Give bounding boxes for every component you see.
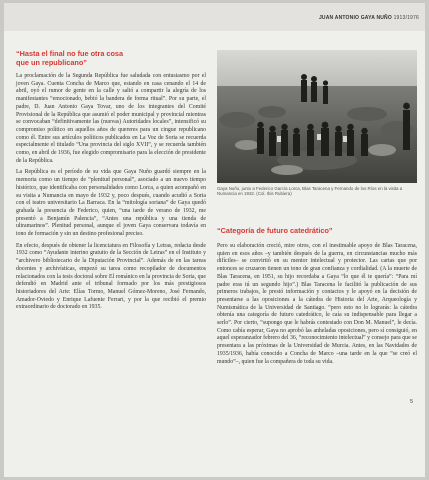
section2-body: [217, 243, 417, 370]
running-head-text: [319, 15, 419, 21]
running-head-years: 1913/1976: [393, 15, 419, 21]
section-title-catedratico: “Categoría de futuro catedrático”: [217, 226, 333, 235]
group-photo-image: [217, 50, 417, 183]
section-title-republicano: [16, 49, 206, 67]
running-head-name: JUAN ANTONIO GAYA NUÑO: [318, 15, 392, 21]
paragraph-2: La República es el período de su vida que Gaya Nuño guardó siempre en la memoria como un tiempo de “plenitud personal”, asociado a un nuevo tiempo histórico, que identificaba con personalidades como Lorca, a quien acompañó en su visita a Numancia en mayo de 1932 y, poco después, cuando acudió a Soria con el teatro universitario La Barraca. En la “mitología soriana” de Gaya quedó grabada la presencia de Federico, quien, “una tarde de verano de 1932, me presentó a Benjamín Palencia”, “Antes una república y una tienda de ultramarinos”. Plenitud personal, aunque el joven Gaya conservara todavía en tono de formación y sin un destino profesional preciso.: [16, 169, 206, 238]
paragraph-1: La proclamación de la Segunda República fue saludada con entusiasmo por el joven Gaya. Cuenta Concha de Marco que, estando en casa cenando el 14 de abril, oyó el rumor de gente en la calle y salió a compartir la alegría de los manifestantes “emocionado, bebió la bandera de forma ritual”. Por su parte, el padre, D. Juan Antonio Gaya Tovar, uno de los integrantes del Comité Provisional de la República que asumió el poder municipal y provincial mientras se convocaban “definitivamente las (nuevas) Autoridades locales”, intensificó su compromiso político en aquellos años de quereres para un cingue republicano como él. Entre sus artículos políticos publicados en La Voz de Soria se recuerda especialmente el titulado “Una provincia del siglo XVII”, y se recuerda también como, en abril de 1936, fue elegido compromisario para la elección de presidente de la República.: [16, 73, 206, 164]
section1-body: [16, 73, 206, 316]
page-number: 5: [410, 399, 414, 405]
photo-caption: Gaya Nuño, junto a Federico García Lorca, Blas Taracena y Fernando de los Ríos en la visita a Numancia en 1932. (Col. Ibis Rubiera): [217, 186, 403, 197]
running-head: [4, 3, 425, 31]
paragraph-3: En efecto, después de obtener la licenciatura en Filosofía y Letras, redacta desde 1932 como “Ayudante interino gratuito de la Sección de Letras” en el Instituto y “archivero bibliotecario de la Diputación Provincial”. Además de en las tareas docentes y archivísticas, empezó su tarea como recopilador de documentos relacionados con la tesis doctoral sobre El románico en la provincia de Soria, que defendió en Madrid ante el tribunal formado por los más prestigiosos historiadores del Arte: Elías Tormo, Manuel Gómez-Moreno, José Fernando, Amador-Oviedo y Enrique Lafuente Ferrari, y por la que recibió el premio extraordinario de doctorado en 1935.: [16, 242, 206, 311]
historical-photo: [217, 50, 417, 183]
section-title-line-2: que un republicano”: [16, 58, 87, 67]
book-page: [4, 3, 425, 477]
section-title-line-1: “Hasta el final no fue otra cosa: [16, 49, 124, 58]
paragraph-4: Pero su elaboración creció, mire otros, con el inestimable apoyo de Blas Taracena, quien en esos años –y también después de la guerra, en circunstancias mucho más difíciles– se convirtió en su mentor intelectual y protector. Las cartas que por entonces se cruzaron tienen un tono de gran confianza y cordialidad. (A la muerte de Blas Taracena, en 1951, su hijo recordaba a Gaya “lo que él te quería”: “Para mí padre eras tú un segundo hijo”.) Blas Taracena le facilitó la publicación de sus primeros trabajos, le prestó información y contactos y le apoyó en la decisión de presentarse a las oposiciones a la cátedra de Historia del Arte, Arqueología y Numismática de la Universidad de Santiago. “pero esto no lo lograrás: la cátedra obtenía una categoría de futuro catedrático, le caía su indispensable para llegar a serlo”. Por cierto, “supongo que le habrás contestado con Don M. Manuel”, le decía. Como cabía esperar, Gaya no aprobó las anheladas oposiciones, pero sí consiguió, en aquel esperanzador febrero del 36, “reconocimiento intelectual” y consejo para que se presentara a las próximas de la Universidad de Murcia. Antes, en las Navidades de 1935/1936, había conocido a Concha de Marco –una tarde en la que “se creó el mundo”–, quien fue la compañera de toda su vida.: [217, 243, 417, 365]
